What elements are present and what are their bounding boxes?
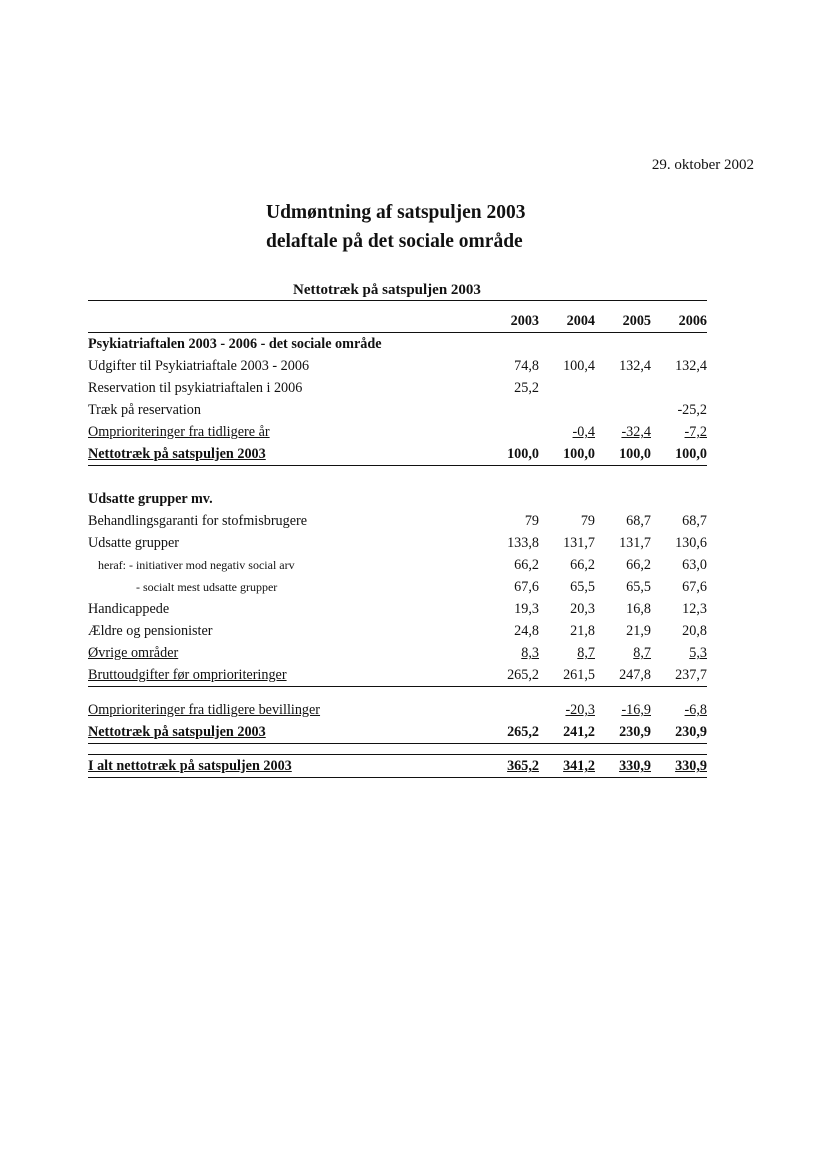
budget-table bbox=[88, 310, 707, 778]
table-row: Omprioriteringer fra tidligere bevillinger -20,3 -16,9 -6,8 bbox=[88, 702, 707, 718]
year-header: 2004 bbox=[539, 310, 595, 333]
table-row: Handicappede 19,3 20,3 16,8 12,3 bbox=[88, 601, 707, 617]
title-line-1: Udmøntning af satspuljen 2003 bbox=[266, 202, 526, 223]
grand-total-row: I alt nettotræk på satspuljen 2003 365,2 341,2 330,9 330,9 bbox=[88, 755, 707, 778]
header-row bbox=[88, 310, 707, 333]
year-header: 2006 bbox=[651, 310, 707, 333]
table-row: Behandlingsgaranti for stofmisbrugere 79 79 68,7 68,7 bbox=[88, 513, 707, 529]
brutto-row: Bruttoudgifter før omprioriteringer 265,2 261,5 247,8 237,7 bbox=[88, 664, 707, 687]
table-row: heraf: - initiativer mod negativ social arv 66,2 66,2 66,2 63,0 bbox=[98, 557, 707, 573]
table-row: Reservation til psykiatriaftalen i 2006 25,2 bbox=[88, 380, 539, 396]
table-row: Udgifter til Psykiatriaftale 2003 - 2006 74,8 100,4 132,4 132,4 bbox=[88, 358, 707, 374]
document-title bbox=[266, 198, 526, 256]
table-row: - socialt mest udsatte grupper 67,6 65,5 65,5 67,6 bbox=[136, 579, 707, 595]
table-row: Ældre og pensionister 24,8 21,8 21,9 20,8 bbox=[88, 623, 707, 639]
table-row: Udsatte grupper 133,8 131,7 131,7 130,6 bbox=[88, 535, 707, 551]
subtotal-row: Nettotræk på satspuljen 2003 265,2 241,2 230,9 230,9 bbox=[88, 721, 707, 744]
table-row: Øvrige områder 8,3 8,7 8,7 5,3 bbox=[88, 645, 707, 661]
table-row: Træk på reservation -25,2 bbox=[88, 402, 707, 418]
year-header: 2003 bbox=[483, 310, 539, 333]
section-heading: Udsatte grupper mv. bbox=[88, 491, 213, 507]
table-caption: Nettotræk på satspuljen 2003 bbox=[293, 282, 481, 298]
section-heading: Psykiatriaftalen 2003 - 2006 - det sociale område bbox=[88, 336, 382, 352]
year-header: 2005 bbox=[595, 310, 651, 333]
table-row: Omprioriteringer fra tidligere år -0,4 -32,4 -7,2 bbox=[88, 424, 707, 440]
document-date: 29. oktober 2002 bbox=[651, 157, 754, 173]
subtotal-row: Nettotræk på satspuljen 2003 100,0 100,0 100,0 100,0 bbox=[88, 443, 707, 466]
caption-rule bbox=[88, 300, 707, 301]
title-line-2: delaftale på det sociale område bbox=[266, 231, 523, 252]
